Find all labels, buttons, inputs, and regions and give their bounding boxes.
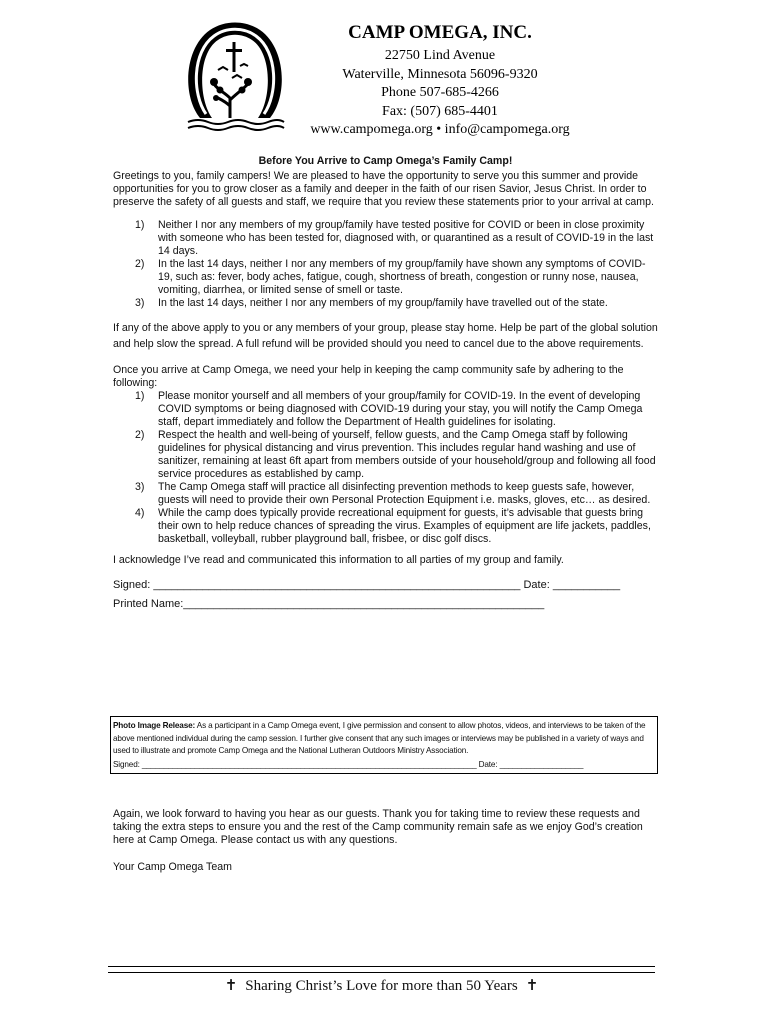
signoff: Your Camp Omega Team [113, 861, 232, 873]
stay-home-paragraph: If any of the above apply to you or any members of your group, please stay home. Help be part of the global solution and help slow the spread. A full refund will be provided should you need to cancel due to the above requirements. [113, 322, 658, 350]
intro-paragraph: Greetings to you, family campers! We are pleased to have the opportunity to serve you this summer and provide opportunities for you to grow closer as a family and deeper in the faith of our risen Savior, Jesus Christ. In order to preserve the safety of all guests and staff, we require that you review these statements prior to your arrival at camp. [113, 170, 654, 208]
list-item: 3) In the last 14 days, neither I nor any members of my group/family have travelled out of the state. [135, 297, 608, 309]
photo-release-box [110, 716, 658, 774]
cross-icon: ✝ [525, 978, 539, 994]
photo-release-text: Photo Image Release: As a participant in a Camp Omega event, I give permission and consent to allow photos, videos, and interviews to be taken of the above mentioned individual during the camp session. I further give consent that any such images or interviews may be published in a variety of ways and used to illustrate and promote Camp Omega and the National Lutheran Outdoors Ministry Association. [113, 721, 646, 755]
signature-field[interactable]: Signed: ____________________________________________________________ Date: ___________ [113, 579, 621, 591]
list-item: 1) Please monitor yourself and all members of your group/family for COVID-19. In the event of developing COVID symptoms or being diagnosed with COVID-19 during your stay, you will notify the Camp Omega staff, depart immediately and follow the Department of Health guidelines for isolating. [135, 390, 643, 428]
list-item: 3) The Camp Omega staff will practice all disinfecting prevention methods to keep guests safe, however, guests will need to provide their own Personal Protection Equipment i.e. masks, gloves, etc… as desired. [135, 481, 651, 506]
fax: Fax: (507) 685-4401 [382, 103, 498, 119]
cross-icon: ✝ [224, 978, 238, 994]
printed-name-field[interactable]: Printed Name:___________________________________________________________ [113, 598, 545, 610]
letterhead [290, 22, 590, 140]
org-name: CAMP OMEGA, INC. [348, 22, 532, 43]
closing-section [113, 808, 658, 874]
web-email: www.campomega.org • info@campomega.org [310, 122, 570, 137]
closing-paragraph: Again, we look forward to having you hear as our guests. Thank you for taking time to review these requests and taking the extra steps to ensure you and the rest of the Camp community remain safe as we enjoy God’s creation here at Camp Omega. Please contact us with any questions. [113, 808, 643, 846]
list-item: 1) Neither I nor any members of my group/family have tested positive for COVID or been in close proximity with someone who has been tested for, diagnosed with, or quarantined as a result of COVID-19 in the last 14 days. [135, 219, 654, 257]
list-item: 2) In the last 14 days, neither I nor any members of my group/family have shown any symptoms of COVID-19, such as: fever, body aches, fatigue, cough, shortness of breath, congestion or runny nose, nausea, vomiting, diarrhea, or limited sense of smell or taste. [135, 258, 646, 296]
footer-tagline: Sharing Christ’s Love for more than 50 Years [245, 978, 518, 994]
camp-omega-logo [180, 18, 290, 136]
phone: Phone 507-685-4266 [381, 85, 499, 100]
at-camp-list [113, 390, 658, 546]
photo-release-signature-field[interactable]: Signed: ____________________________________________________________________________ Date: ___________________ [113, 759, 584, 769]
list-item: 2) Respect the health and well-being of yourself, fellow guests, and the Camp Omega staff by following guidelines for physical distancing and virus prevention. This includes regular hand washing and use of sanitizer, remaining at least 6ft apart from members outside of your household/group and following all food service procedures as established by camp. [135, 429, 656, 480]
address: 22750 Lind Avenue [384, 48, 496, 63]
footer [108, 976, 655, 995]
once-arrive-paragraph: Once you arrive at Camp Omega, we need your help in keeping the camp community safe by adhering to the following: [113, 364, 624, 389]
acknowledgement: I acknowledge I’ve read and communicated this information to all parties of my group and family. [113, 554, 564, 566]
before-arrival-list [113, 219, 658, 310]
list-item: 4) While the camp does typically provide recreational equipment for guests, it’s advisable that guests bring their own to help reduce chances of spreading the virus. Examples of equipment are life jackets, paddles, basketball, volleyball, rubber playground ball, frisbee, or disc golf discs. [135, 507, 651, 545]
letter-body [113, 155, 658, 611]
footer-divider [108, 966, 655, 973]
page-title: Before You Arrive to Camp Omega’s Family Camp! [258, 155, 513, 167]
city-state-zip: Waterville, Minnesota 56096-9320 [342, 66, 538, 82]
